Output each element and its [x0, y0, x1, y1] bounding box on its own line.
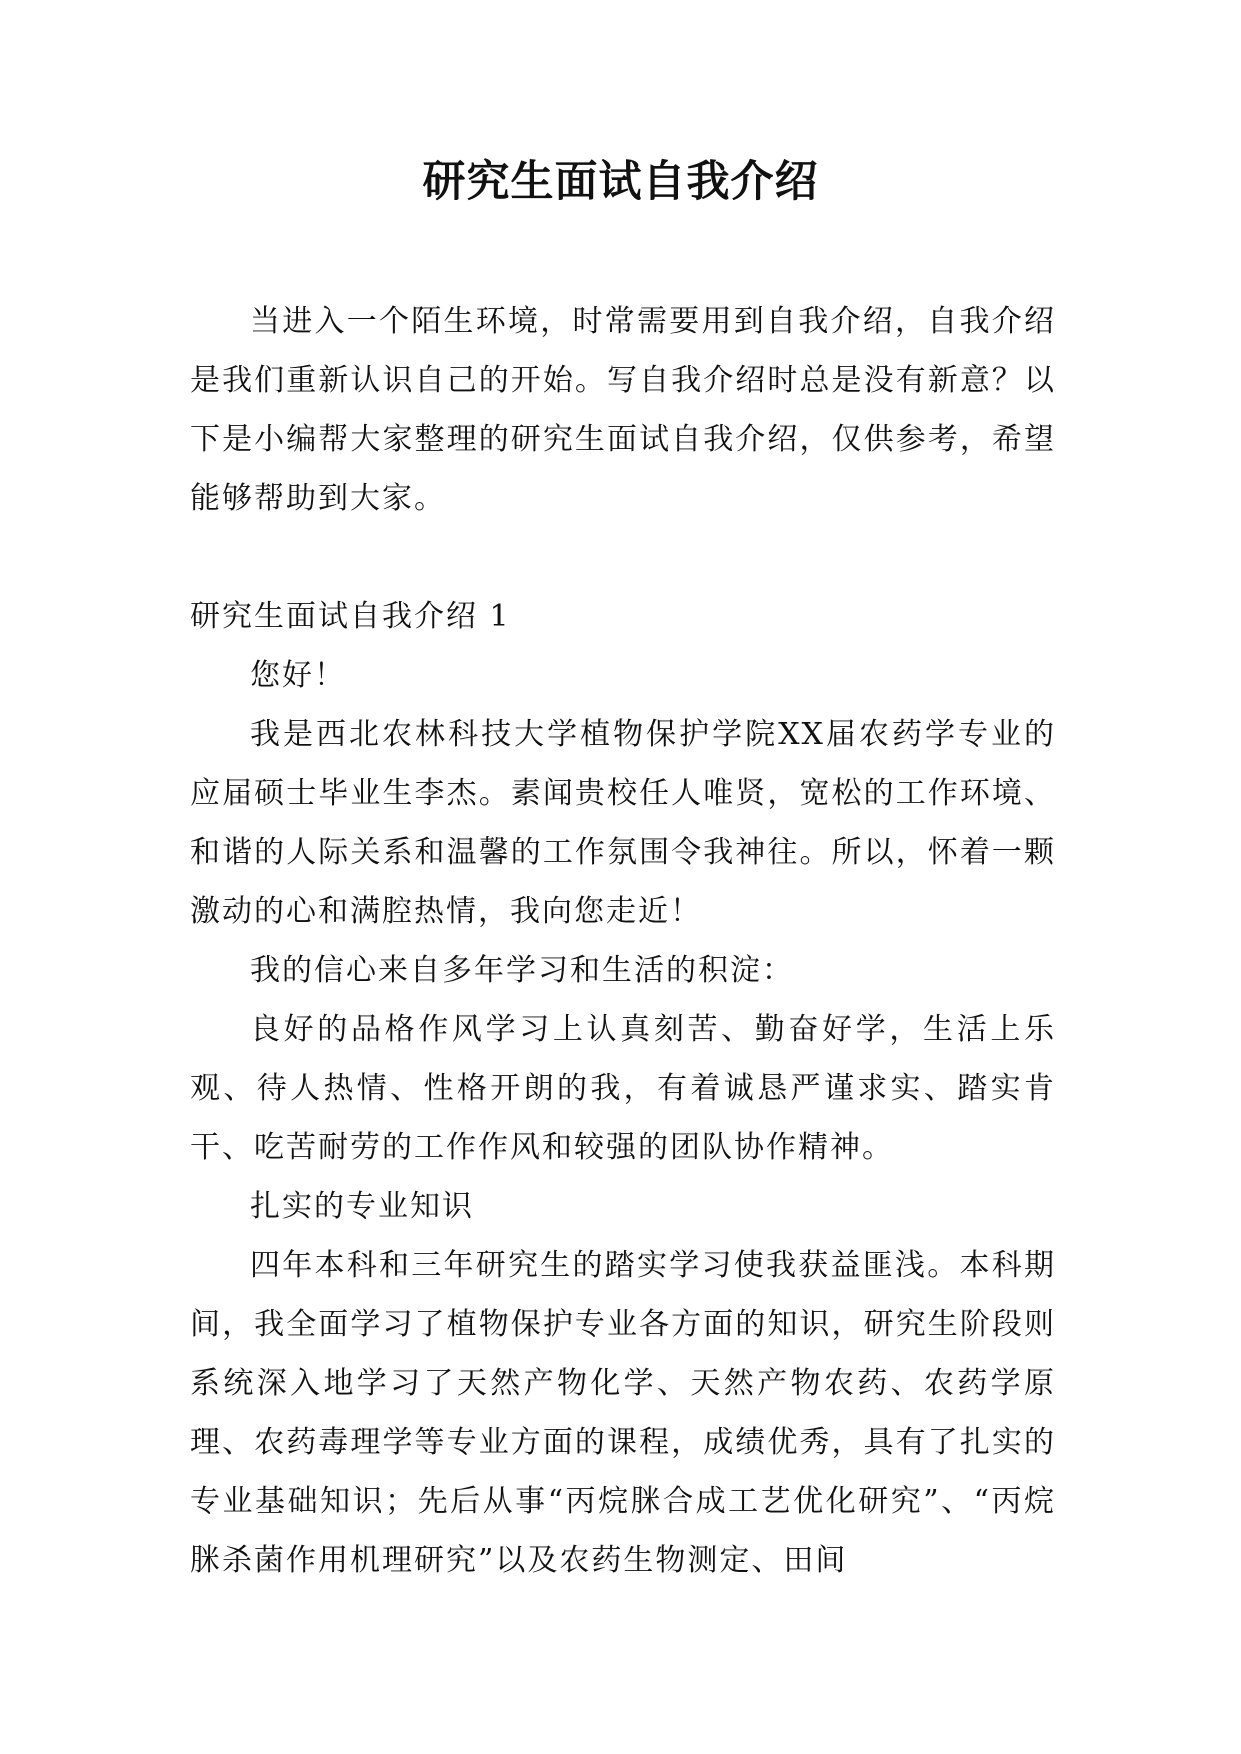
- body-paragraph: 四年本科和三年研究生的踏实学习使我获益匪浅。本科期间，我全面学习了植物保护专业各方面的知识，研究生阶段则系统深入地学习了天然产物化学、天然产物农药、农药学原理、农药毒理学等专业方面的课程，成绩优秀，具有了扎实的专业基础知识；先后从事“丙烷脒合成工艺优化研究”、“丙烷脒杀菌作用机理研究”以及农药生物测定、田间: [190, 1248, 1056, 1578]
- body-paragraph: 良好的品格作风学习上认真刻苦、勤奋好学，生活上乐观、待人热情、性格开朗的我，有着诚恳严谨求实、踏实肯干、吃苦耐劳的工作作风和较强的团队协作精神。: [190, 1012, 1056, 1165]
- body-paragraph: 我是西北农林科技大学植物保护学院XX届农药学专业的应届硕士毕业生李杰。素闻贵校任人唯贤，宽松的工作环境、和谐的人际关系和温馨的工作氛围令我神往。所以，怀着一颗激动的心和满腔热情，我向您走近！: [190, 717, 1056, 929]
- section-heading: 研究生面试自我介绍 1: [190, 599, 511, 634]
- document-body: [190, 292, 1056, 1590]
- intro-paragraph: 当进入一个陌生环境，时常需要用到自我介绍，自我介绍是我们重新认识自己的开始。写自我介绍时总是没有新意？以下是小编帮大家整理的研究生面试自我介绍，仅供参考，希望能够帮助到大家。: [190, 304, 1056, 516]
- document-title: 研究生面试自我介绍: [422, 157, 819, 207]
- subheading-paragraph: 扎实的专业知识: [250, 1189, 474, 1224]
- greeting-paragraph: 您好！: [250, 658, 346, 693]
- body-paragraph: 我的信心来自多年学习和生活的积淀：: [250, 953, 794, 988]
